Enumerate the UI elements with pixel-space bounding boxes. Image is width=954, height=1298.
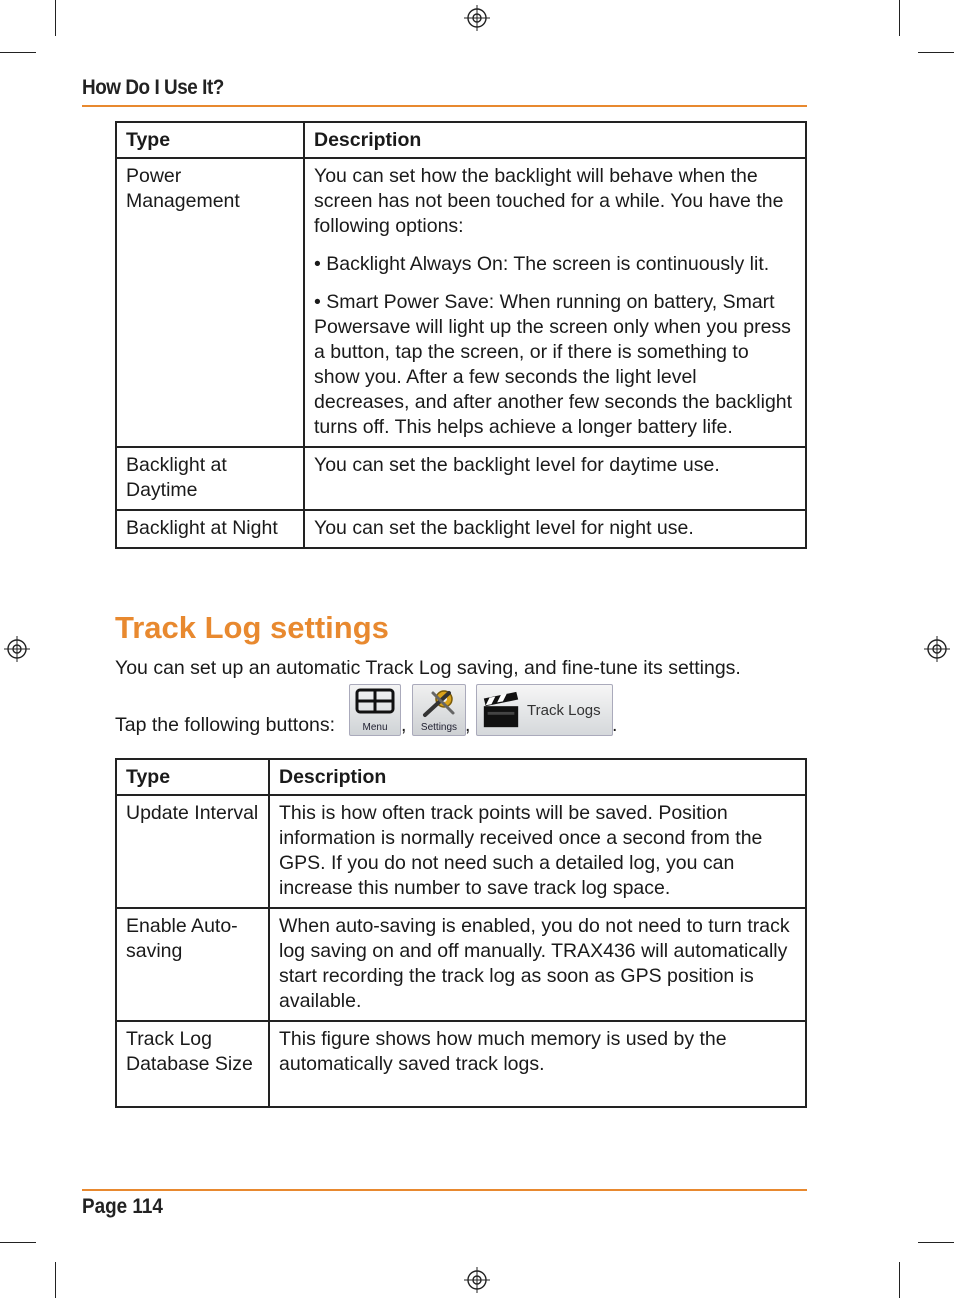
crop-mark [899, 1262, 900, 1298]
registration-mark-icon [924, 636, 950, 662]
table-header-row [116, 759, 806, 795]
backlight-settings-table [115, 121, 807, 549]
row-description [304, 447, 806, 510]
tap-prefix: Tap the following buttons: [115, 714, 336, 736]
settings-button-label: Settings [420, 722, 458, 733]
row-type: Power Management [116, 158, 304, 447]
row-description [304, 510, 806, 548]
description-paragraph: • Backlight Always On: The screen is continuously lit. [314, 253, 770, 275]
description-paragraph: • Smart Power Save: When running on battery, Smart Powersave will light up the screen only when you press a button, tap the screen, or if there is something to show you. After a few seconds the light level decreases, and after another few seconds the backlight turns off. This helps achieve a longer battery life. [314, 291, 793, 438]
track-logs-button-label: Track Logs [527, 702, 601, 719]
column-header-description: Description [304, 122, 806, 158]
row-type: Backlight at Daytime [116, 447, 304, 510]
crop-mark [899, 0, 900, 36]
crop-mark [0, 1242, 36, 1243]
crop-mark [918, 52, 954, 53]
clapperboard-icon [480, 689, 522, 731]
settings-button[interactable] [412, 684, 466, 736]
registration-mark-icon [4, 636, 30, 662]
table-row [116, 795, 806, 908]
row-description: When auto-saving is enabled, you do not need to turn track log saving on and off manually. TRAX436 will automatically start recording the track log as soon as GPS position is available. [269, 908, 806, 1021]
menu-button[interactable] [349, 684, 401, 736]
table-row [116, 908, 806, 1021]
menu-button-label: Menu [362, 722, 388, 733]
column-header-description: Description [269, 759, 806, 795]
tap-instruction [115, 714, 335, 737]
crop-mark [0, 52, 36, 53]
running-header: How Do I Use It? [82, 76, 224, 99]
sentence-end: . [612, 714, 618, 736]
description-paragraph: You can set how the backlight will behave when the screen has not been touched for a while. You have the following options: [314, 165, 784, 237]
row-type: Enable Auto-saving [116, 908, 269, 1021]
track-logs-button[interactable] [476, 684, 613, 736]
row-type: Update Interval [116, 795, 269, 908]
table-row [116, 158, 806, 447]
table-header-row [116, 122, 806, 158]
separator: , [401, 714, 407, 736]
section-title: Track Log settings [115, 610, 389, 645]
description-paragraph: You can set the backlight level for daytime use. [314, 454, 720, 476]
table-row [116, 447, 806, 510]
page-number: Page 114 [82, 1195, 163, 1218]
column-header-type: Type [116, 759, 269, 795]
crop-mark [55, 0, 56, 36]
row-type: Track Log Database Size [116, 1021, 269, 1107]
crop-mark [55, 1262, 56, 1298]
header-rule [82, 105, 807, 107]
crop-mark [918, 1242, 954, 1243]
row-description [304, 158, 806, 447]
track-log-settings-table [115, 758, 807, 1108]
description-paragraph: You can set the backlight level for night use. [314, 517, 694, 539]
column-header-type: Type [116, 122, 304, 158]
row-description: This figure shows how much memory is used by the automatically saved track logs. [269, 1021, 806, 1107]
section-intro: You can set up an automatic Track Log saving, and fine-tune its settings. [115, 657, 741, 679]
separator: , [465, 714, 471, 736]
registration-mark-icon [464, 1267, 490, 1293]
table-row [116, 510, 806, 548]
registration-mark-icon [464, 5, 490, 31]
footer-rule [82, 1189, 807, 1191]
row-description: This is how often track points will be saved. Position information is normally received once a second from the GPS. If you do not need such a detailed log, you can increase this number to save track log space. [269, 795, 806, 908]
table-row [116, 1021, 806, 1107]
row-type: Backlight at Night [116, 510, 304, 548]
